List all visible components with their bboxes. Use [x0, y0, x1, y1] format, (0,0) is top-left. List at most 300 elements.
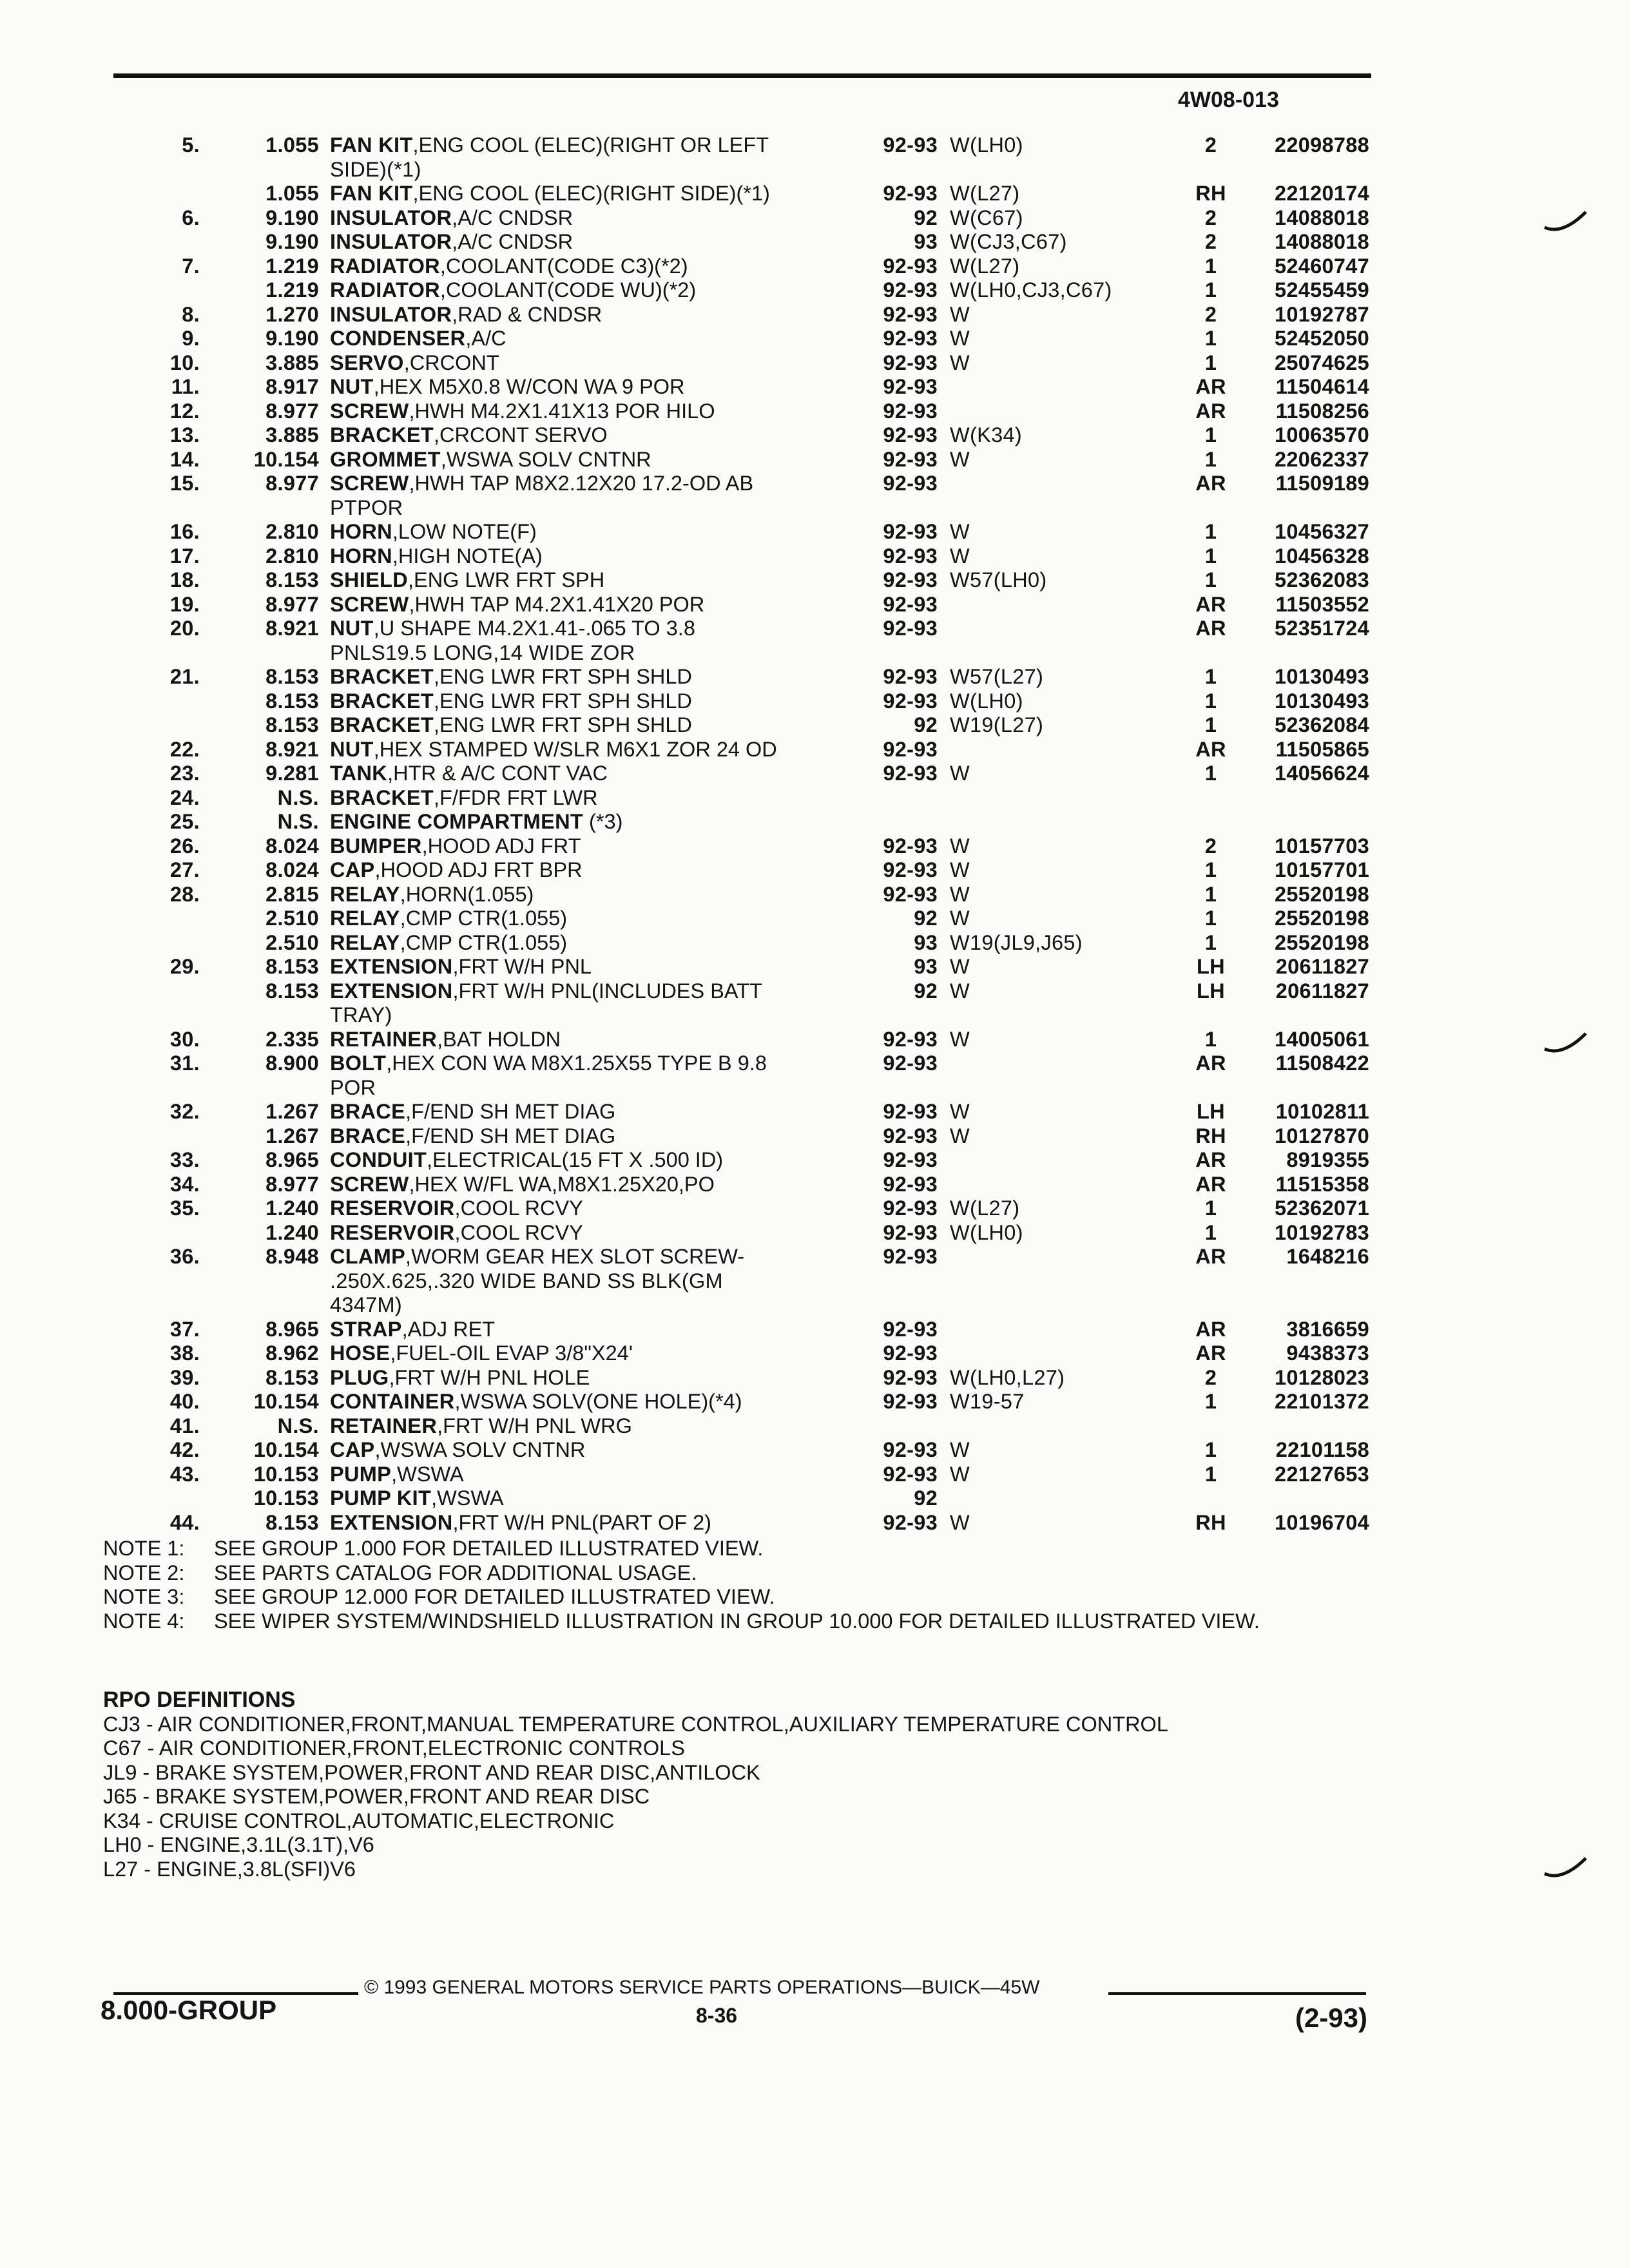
quantity: 1 — [1204, 762, 1217, 785]
part-name: BUMPER — [330, 834, 422, 858]
part-name: CAP — [330, 858, 375, 881]
quantity: AR — [1195, 1148, 1226, 1171]
quantity: 1 — [1204, 351, 1217, 374]
quantity: 1 — [1204, 278, 1217, 302]
ref-number: 6. — [182, 206, 200, 229]
part-name: NUT — [330, 737, 374, 761]
part-number: 9438373 — [1286, 1341, 1369, 1365]
model-year: 92-93 — [883, 182, 938, 205]
part-name: ENGINE COMPARTMENT — [330, 810, 583, 833]
model-year: 92-93 — [883, 544, 938, 568]
quantity: 1 — [1204, 882, 1217, 906]
usage-code: W(LH0) — [950, 1220, 1023, 1244]
usage-code: W(CJ3,C67) — [950, 230, 1067, 253]
part-row — [0, 351, 1629, 376]
part-row — [0, 617, 1629, 665]
part-name: EXTENSION — [330, 1510, 453, 1534]
part-number: 22101158 — [1275, 1438, 1369, 1461]
part-number: 10130493 — [1275, 689, 1369, 713]
usage-code: W — [950, 834, 970, 858]
part-name: BRACKET — [330, 665, 434, 688]
part-row — [0, 1100, 1629, 1124]
part-number: 25520198 — [1275, 907, 1369, 930]
ref-number: 12. — [169, 399, 200, 423]
description — [330, 931, 865, 956]
group-number: 1.219 — [265, 254, 319, 278]
part-detail-line2: POR — [330, 1075, 376, 1099]
model-year: 93 — [914, 230, 938, 253]
ref-number: 25. — [169, 810, 200, 833]
usage-code: W19-57 — [950, 1390, 1025, 1413]
parts-list — [0, 133, 1629, 1535]
usage-code: W(L27) — [950, 254, 1020, 278]
note-item — [103, 1537, 1392, 1561]
description — [330, 1438, 865, 1463]
part-detail: ,HOOD ADJ FRT — [421, 834, 581, 858]
model-year: 92-93 — [883, 689, 938, 713]
model-year: 92-93 — [883, 520, 938, 543]
part-name: RETAINER — [330, 1414, 438, 1437]
ref-number: 30. — [169, 1027, 200, 1051]
part-name: RADIATOR — [330, 278, 440, 302]
document-id: 4W08-013 — [1178, 88, 1279, 112]
description — [330, 907, 865, 931]
part-name: PUMP KIT — [330, 1486, 432, 1510]
ref-number: 29. — [169, 955, 200, 978]
part-row — [0, 1366, 1629, 1390]
description — [330, 834, 865, 859]
usage-code: W — [950, 1462, 970, 1486]
check-mark-icon — [1543, 1031, 1588, 1057]
group-number: 8.024 — [265, 858, 319, 881]
quantity: 1 — [1204, 1027, 1217, 1051]
group-number: 9.190 — [265, 327, 319, 350]
description — [330, 1173, 865, 1197]
part-detail: ,A/C — [465, 327, 506, 350]
description — [330, 979, 865, 1028]
part-detail: ,F/END SH MET DIAG — [405, 1100, 616, 1123]
part-detail-line2: PTPOR — [330, 495, 403, 519]
usage-code: W57(LH0) — [950, 568, 1047, 591]
group-number: N.S. — [277, 1414, 319, 1437]
group-number: 10.154 — [253, 1390, 319, 1413]
note-item — [103, 1561, 1392, 1586]
model-year: 92-93 — [883, 375, 938, 398]
part-number: 11509189 — [1275, 472, 1369, 495]
part-row — [0, 665, 1629, 689]
part-row — [0, 810, 1629, 834]
description — [330, 133, 865, 182]
model-year: 92-93 — [883, 665, 938, 688]
usage-code: W19(JL9,J65) — [950, 930, 1083, 954]
part-number: 1648216 — [1286, 1245, 1369, 1268]
model-year: 92-93 — [883, 1317, 938, 1341]
part-name: BRACE — [330, 1100, 406, 1123]
model-year: 92-93 — [883, 1027, 938, 1051]
part-row — [0, 1148, 1629, 1173]
description — [330, 786, 865, 811]
model-year: 92-93 — [883, 1510, 938, 1534]
description — [330, 1196, 865, 1221]
description — [330, 1148, 865, 1173]
description — [330, 399, 865, 424]
part-detail: ,ENG COOL (ELEC)(RIGHT SIDE)(*1) — [412, 182, 770, 205]
part-row — [0, 544, 1629, 569]
part-name: SCREW — [330, 472, 409, 495]
revision-date: (2-93) — [1295, 2003, 1367, 2033]
description — [330, 255, 865, 279]
usage-code: W — [950, 955, 970, 978]
quantity: 2 — [1204, 133, 1217, 157]
part-number: 11508422 — [1275, 1052, 1369, 1075]
note-text: SEE PARTS CATALOG FOR ADDITIONAL USAGE. — [214, 1561, 697, 1584]
part-number: 20611827 — [1275, 955, 1369, 978]
group-number: 1.270 — [265, 302, 319, 326]
part-name: FAN KIT — [330, 182, 413, 205]
model-year: 92 — [914, 907, 938, 930]
part-detail: ,HEX CON WA M8X1.25X55 TYPE B 9.8 — [386, 1052, 767, 1075]
part-name: BRACKET — [330, 423, 434, 447]
group-number: 10.153 — [253, 1462, 319, 1486]
group-number: N.S. — [277, 810, 319, 833]
usage-code: W19(L27) — [950, 713, 1044, 736]
usage-code: W — [950, 1027, 970, 1051]
part-number: 11508256 — [1275, 399, 1369, 423]
group-number: 9.190 — [265, 230, 319, 253]
description — [330, 955, 865, 979]
note-label: NOTE 1: — [103, 1537, 185, 1560]
ref-number: 14. — [169, 447, 200, 471]
quantity: RH — [1195, 1124, 1226, 1148]
group-number: 8.153 — [265, 689, 319, 713]
group-number: 8.948 — [265, 1245, 319, 1268]
description — [330, 278, 865, 303]
note-item — [103, 1585, 1392, 1610]
group-number: 1.055 — [265, 182, 319, 205]
usage-code: W(LH0) — [950, 133, 1023, 157]
part-number: 11504614 — [1275, 375, 1369, 398]
part-number: 11503552 — [1275, 592, 1369, 616]
part-detail: ,ENG LWR FRT SPH — [407, 568, 605, 591]
group-number: 8.153 — [265, 1510, 319, 1534]
part-name: RADIATOR — [330, 254, 440, 278]
part-number: 22101372 — [1275, 1390, 1369, 1413]
part-name: CLAMP — [330, 1245, 406, 1268]
part-row — [0, 230, 1629, 255]
part-name: RELAY — [330, 907, 400, 930]
group-number: 8.977 — [265, 592, 319, 616]
usage-code: W — [950, 1100, 970, 1123]
part-detail: ,ENG LWR FRT SPH SHLD — [433, 713, 692, 736]
quantity: AR — [1195, 1052, 1226, 1075]
part-detail: ,WSWA — [391, 1462, 464, 1486]
description — [330, 665, 865, 689]
part-number: 10192787 — [1275, 302, 1369, 326]
description — [330, 1414, 865, 1439]
part-name: RESERVOIR — [330, 1196, 455, 1220]
part-detail: (*3) — [583, 810, 623, 833]
part-row — [0, 1318, 1629, 1342]
description — [330, 1100, 865, 1124]
part-name: CONTAINER — [330, 1390, 455, 1413]
part-detail: ,COOL RCVY — [454, 1196, 583, 1220]
group-number: 8.965 — [265, 1148, 319, 1171]
part-row — [0, 423, 1629, 448]
part-number: 10157703 — [1275, 834, 1369, 858]
description — [330, 182, 865, 206]
note-label: NOTE 3: — [103, 1585, 185, 1608]
group-number: 8.153 — [265, 665, 319, 688]
part-detail: ,ELECTRICAL(15 FT X .500 ID) — [427, 1148, 724, 1171]
part-name: RELAY — [330, 882, 400, 906]
note-text: SEE GROUP 1.000 FOR DETAILED ILLUSTRATED VIEW. — [214, 1537, 764, 1560]
quantity: 2 — [1204, 230, 1217, 253]
model-year: 92-93 — [883, 568, 938, 591]
part-name: TANK — [330, 762, 388, 785]
part-number: 52362084 — [1275, 713, 1369, 736]
group-number: 3.885 — [265, 351, 319, 374]
model-year: 92 — [914, 1486, 938, 1510]
ref-number: 5. — [182, 133, 200, 157]
part-row — [0, 133, 1629, 182]
part-detail: ,CRCONT SERVO — [433, 423, 608, 447]
part-name: BRACKET — [330, 713, 434, 736]
group-number: 8.921 — [265, 617, 319, 640]
usage-code: W(LH0,L27) — [950, 1365, 1065, 1389]
group-number: 8.153 — [265, 1365, 319, 1389]
usage-code: W(L27) — [950, 182, 1020, 205]
quantity: RH — [1195, 182, 1226, 205]
quantity: 1 — [1204, 689, 1217, 713]
model-year: 92-93 — [883, 1100, 938, 1123]
usage-code: W — [950, 858, 970, 881]
part-row — [0, 1438, 1629, 1463]
group-number: 2.815 — [265, 882, 319, 906]
quantity: AR — [1195, 472, 1226, 495]
group-number: 1.240 — [265, 1196, 319, 1220]
description — [330, 230, 865, 255]
usage-code: W57(L27) — [950, 665, 1044, 688]
model-year: 92 — [914, 713, 938, 736]
check-mark-icon — [1543, 1856, 1588, 1881]
ref-number: 9. — [182, 327, 200, 350]
group-number: 8.153 — [265, 979, 319, 1003]
description — [330, 520, 865, 544]
part-number: 25520198 — [1275, 930, 1369, 954]
part-row — [0, 858, 1629, 883]
part-number: 20611827 — [1275, 979, 1369, 1003]
description — [330, 689, 865, 714]
part-row — [0, 1028, 1629, 1052]
part-number: 25520198 — [1275, 882, 1369, 906]
part-row — [0, 1390, 1629, 1414]
part-detail: ,CMP CTR(1.055) — [400, 930, 568, 954]
part-number: 10130493 — [1275, 665, 1369, 688]
part-name: NUT — [330, 375, 374, 398]
top-rule — [113, 73, 1371, 78]
part-name: INSULATOR — [330, 230, 452, 253]
group-number: 8.962 — [265, 1341, 319, 1365]
description — [330, 1463, 865, 1487]
ref-number: 11. — [171, 375, 200, 398]
part-name: PUMP — [330, 1462, 392, 1486]
part-number: 22062337 — [1275, 447, 1369, 471]
part-row — [0, 399, 1629, 424]
quantity: 1 — [1204, 1438, 1217, 1461]
description — [330, 617, 865, 665]
group-number: 8.153 — [265, 713, 319, 736]
rpo-item: JL9 - BRAKE SYSTEM,POWER,FRONT AND REAR DISC,ANTILOCK — [103, 1760, 760, 1784]
part-detail: ,FRT W/H PNL(PART OF 2) — [452, 1510, 712, 1534]
quantity: 2 — [1204, 834, 1217, 858]
ref-number: 18. — [169, 568, 200, 591]
quantity: 1 — [1204, 1220, 1217, 1244]
usage-code: W — [950, 1438, 970, 1461]
part-detail: ,WSWA SOLV(ONE HOLE)(*4) — [454, 1390, 742, 1413]
part-name: RETAINER — [330, 1027, 438, 1051]
usage-code: W — [950, 762, 970, 785]
model-year: 92-93 — [883, 1148, 938, 1171]
part-detail: ,FRT W/H PNL WRG — [437, 1414, 632, 1437]
notes-section — [103, 1537, 1392, 1658]
part-row — [0, 834, 1629, 859]
usage-code: W(C67) — [950, 206, 1023, 229]
part-detail: ,HIGH NOTE(A) — [392, 544, 543, 568]
part-name: INSULATOR — [330, 302, 452, 326]
description — [330, 472, 865, 520]
part-number: 52362071 — [1275, 1196, 1369, 1220]
note-label: NOTE 4: — [103, 1609, 185, 1633]
model-year: 92-93 — [883, 617, 938, 640]
model-year: 93 — [914, 955, 938, 978]
model-year: 92-93 — [883, 882, 938, 906]
part-row — [0, 1052, 1629, 1100]
part-detail: ,A/C CNDSR — [452, 206, 574, 229]
part-number: 14088018 — [1275, 230, 1369, 253]
ref-number: 8. — [182, 302, 200, 326]
part-name: INSULATOR — [330, 206, 452, 229]
group-number: 8.153 — [265, 955, 319, 978]
model-year: 92-93 — [883, 1438, 938, 1461]
model-year: 92-93 — [883, 327, 938, 350]
group-number: 9.281 — [265, 762, 319, 785]
group-number: 1.240 — [265, 1220, 319, 1244]
group-number: 1.219 — [265, 278, 319, 302]
part-detail: ,A/C CNDSR — [452, 230, 574, 253]
group-number: 10.154 — [253, 447, 319, 471]
quantity: 1 — [1204, 423, 1217, 447]
part-name: BRACKET — [330, 785, 434, 809]
model-year: 92-93 — [883, 1245, 938, 1268]
model-year: 92 — [914, 206, 938, 229]
note-text: SEE WIPER SYSTEM/WINDSHIELD ILLUSTRATION IN GROUP 10.000 FOR DETAILED ILLUSTRATED VIEW. — [214, 1609, 1260, 1633]
part-number: 14056624 — [1275, 762, 1369, 785]
quantity: 1 — [1204, 1390, 1217, 1413]
part-detail: ,ENG LWR FRT SPH SHLD — [433, 665, 692, 688]
page-number: 8-36 — [696, 2004, 738, 2027]
part-number: 22120174 — [1275, 182, 1369, 205]
description — [330, 1124, 865, 1149]
quantity: 1 — [1204, 544, 1217, 568]
description — [330, 1366, 865, 1390]
model-year: 92-93 — [883, 834, 938, 858]
part-name: SCREW — [330, 1172, 409, 1196]
part-number: 10063570 — [1275, 423, 1369, 447]
part-detail: ,U SHAPE M4.2X1.41-.065 TO 3.8 — [373, 617, 695, 640]
group-number: 1.267 — [265, 1124, 319, 1148]
part-row — [0, 206, 1629, 231]
part-row — [0, 593, 1629, 617]
model-year: 93 — [914, 930, 938, 954]
ref-number: 16. — [169, 520, 200, 543]
group-number: 2.810 — [265, 520, 319, 543]
ref-number: 26. — [169, 834, 200, 858]
ref-number: 13. — [169, 423, 200, 447]
usage-code: W(LH0,CJ3,C67) — [950, 278, 1112, 302]
part-detail: ,HOOD ADJ FRT BPR — [374, 858, 583, 881]
part-detail: ,COOL RCVY — [454, 1220, 583, 1244]
part-detail: ,HTR & A/C CONT VAC — [387, 762, 608, 785]
part-detail-line2: SIDE)(*1) — [330, 157, 421, 181]
part-name: SERVO — [330, 351, 404, 374]
description — [330, 351, 865, 376]
part-number: 22127653 — [1275, 1462, 1369, 1486]
description — [330, 593, 865, 617]
rpo-title: RPO DEFINITIONS — [103, 1687, 296, 1712]
part-name: SCREW — [330, 399, 409, 423]
description — [330, 1028, 865, 1052]
description — [330, 1318, 865, 1342]
part-name: STRAP — [330, 1317, 402, 1341]
quantity: LH — [1197, 979, 1225, 1003]
model-year: 92 — [914, 979, 938, 1003]
part-row — [0, 1173, 1629, 1197]
part-row — [0, 303, 1629, 327]
model-year: 92-93 — [883, 1220, 938, 1244]
quantity: 1 — [1204, 1462, 1217, 1486]
quantity: AR — [1195, 617, 1226, 640]
quantity: LH — [1197, 955, 1225, 978]
ref-number: 35. — [169, 1196, 200, 1220]
part-name: CAP — [330, 1438, 375, 1461]
rpo-item: J65 - BRAKE SYSTEM,POWER,FRONT AND REAR DISC — [103, 1785, 650, 1808]
ref-number: 42. — [169, 1438, 200, 1461]
quantity: LH — [1197, 1100, 1225, 1123]
part-row — [0, 955, 1629, 979]
quantity: 1 — [1204, 520, 1217, 543]
part-detail: ,FRT W/H PNL HOLE — [389, 1365, 590, 1389]
quantity: 1 — [1204, 254, 1217, 278]
part-detail: ,F/FDR FRT LWR — [433, 785, 598, 809]
part-row — [0, 786, 1629, 811]
model-year: 92-93 — [883, 447, 938, 471]
part-detail: ,WORM GEAR HEX SLOT SCREW- — [405, 1245, 745, 1268]
group-number: 8.921 — [265, 737, 319, 761]
group-number: 10.153 — [253, 1486, 319, 1510]
note-text: SEE GROUP 12.000 FOR DETAILED ILLUSTRATED VIEW. — [214, 1585, 775, 1608]
quantity: AR — [1195, 399, 1226, 423]
usage-code: W — [950, 351, 970, 374]
part-detail: ,WSWA SOLV CNTNR — [440, 447, 651, 471]
ref-number: 33. — [169, 1148, 200, 1171]
description — [330, 448, 865, 472]
quantity: 1 — [1204, 907, 1217, 930]
model-year: 92-93 — [883, 737, 938, 761]
description — [330, 327, 865, 351]
ref-number: 40. — [169, 1390, 200, 1413]
model-year: 92-93 — [883, 133, 938, 157]
ref-number: 19. — [169, 592, 200, 616]
